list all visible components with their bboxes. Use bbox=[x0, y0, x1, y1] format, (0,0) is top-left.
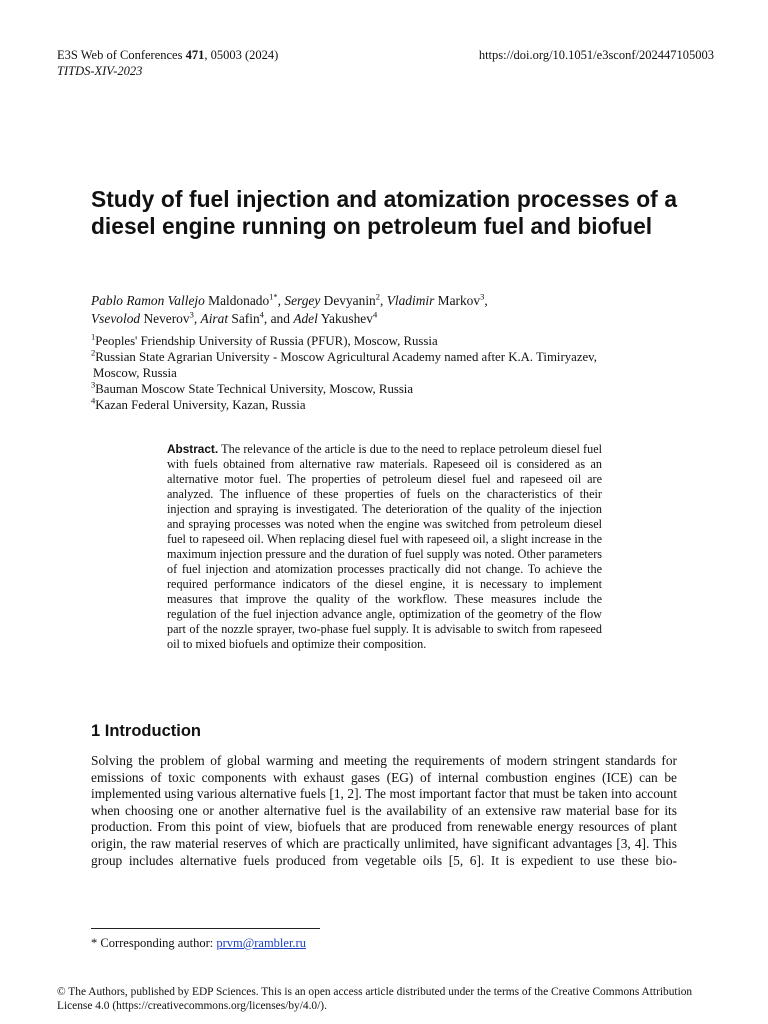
author: Vladimir Markov$^3$, bbox=[386, 291, 488, 308]
section-heading: 1 Introduction bbox=[91, 722, 201, 740]
author-list bbox=[91, 292, 677, 328]
affiliation: $^1$Peoples' Friendship University of Russia (PFUR), Moscow, Russia bbox=[91, 331, 438, 348]
abstract-text: The relevance of the article is due to the need to replace petroleum diesel fuel with fuels obtained from alternative raw materials. Rapeseed oil is considered as an alternative motor fuel. The properties of petroleum diesel fuel and rapeseed oil are analyzed. The influence of these properties of fuels on the characteristics of their injection and spraying is investigated. The deterioration of the quality of the injection and spraying processes was noted when the engine was switched from petroleum diesel fuel to rapeseed oil. When replacing diesel fuel with rapeseed oil, a slight increase in the maximum injection pressure and the duration of fuel supply was noted. Other parameters of fuel injection and atomization processes practically did not change. To achieve the required performance indicators of the diesel engine, it is necessary to implement measures that improve the quality of the workflow. These measures include the regulation of the fuel injection advance angle, optimization of the geometry of the flow part of the nozzle sprayer, two-phase fuel supply. It is advisable to switch from rapeseed oil to mixed biofuels and optimize their composition. bbox=[167, 442, 603, 651]
article-number: , 05003 (2024) bbox=[204, 48, 279, 62]
author-email-link[interactable]: prvm@rambler.ru bbox=[216, 936, 306, 950]
conference-name: TITDS-XIV-2023 bbox=[57, 64, 143, 78]
license-notice: © The Authors, published by EDP Sciences. This is an open access article distributed under the terms of the Creative Commons Attribution License 4.0 (https://creativecommons.org/licenses/by/4.0/). bbox=[57, 986, 693, 1012]
body-paragraph: Solving the problem of global warming and meeting the requirements of modern stringent standards for emissions of toxic components with exhaust gases (EG) of internal combustion engines (ICE) can be implemented using various alternative fuels [1, 2]. The most important factor that must be taken into account when choosing one or another alternative fuel is the availability of an extensive raw material base for its production. From this point of view, biofuels that are produced from renewable energy resources of plant origin, the raw material reserves of which are practically unlimited, have significant advantages [3, 4]. This group includes alternative fuels produced from vegetable oils [5, 6]. It is expedient to use these bio- bbox=[91, 753, 677, 868]
affiliation: $^4$Kazan Federal University, Kazan, Russia bbox=[91, 395, 306, 412]
affiliation: $^2$Russian State Agrarian University - Moscow Agricultural Academy named after K.A. Timiryazev, Moscow, Russia bbox=[91, 347, 597, 380]
affiliation-list bbox=[91, 331, 677, 414]
abstract-label: Abstract. bbox=[167, 442, 219, 456]
paper-title: Study of fuel injection and atomization processes of a diesel engine running on petroleum fuel and biofuel bbox=[91, 186, 677, 239]
author: Pablo Ramon Vallejo Maldonado$^{1*}$, bbox=[91, 291, 285, 308]
running-header bbox=[57, 47, 278, 79]
author: Airat Safin$^4$, and bbox=[200, 309, 294, 326]
author: Adel Yakushev$^4$ bbox=[293, 309, 378, 326]
footnote-label: * Corresponding author: bbox=[91, 936, 217, 950]
doi-link[interactable]: https://doi.org/10.1051/e3sconf/202447105003 bbox=[478, 48, 714, 62]
journal-citation bbox=[57, 47, 278, 63]
author: Sergey Devyanin$^2$, bbox=[284, 291, 387, 308]
abstract bbox=[167, 442, 602, 652]
affiliation: $^3$Bauman Moscow State Technical University, Moscow, Russia bbox=[91, 379, 414, 396]
footnote-divider bbox=[91, 928, 320, 929]
footnote bbox=[91, 936, 306, 951]
author: Vsevolod Neverov$^3$, bbox=[91, 309, 201, 326]
journal-name: E3S Web of Conferences bbox=[57, 48, 186, 62]
journal-volume: 471 bbox=[185, 48, 205, 62]
